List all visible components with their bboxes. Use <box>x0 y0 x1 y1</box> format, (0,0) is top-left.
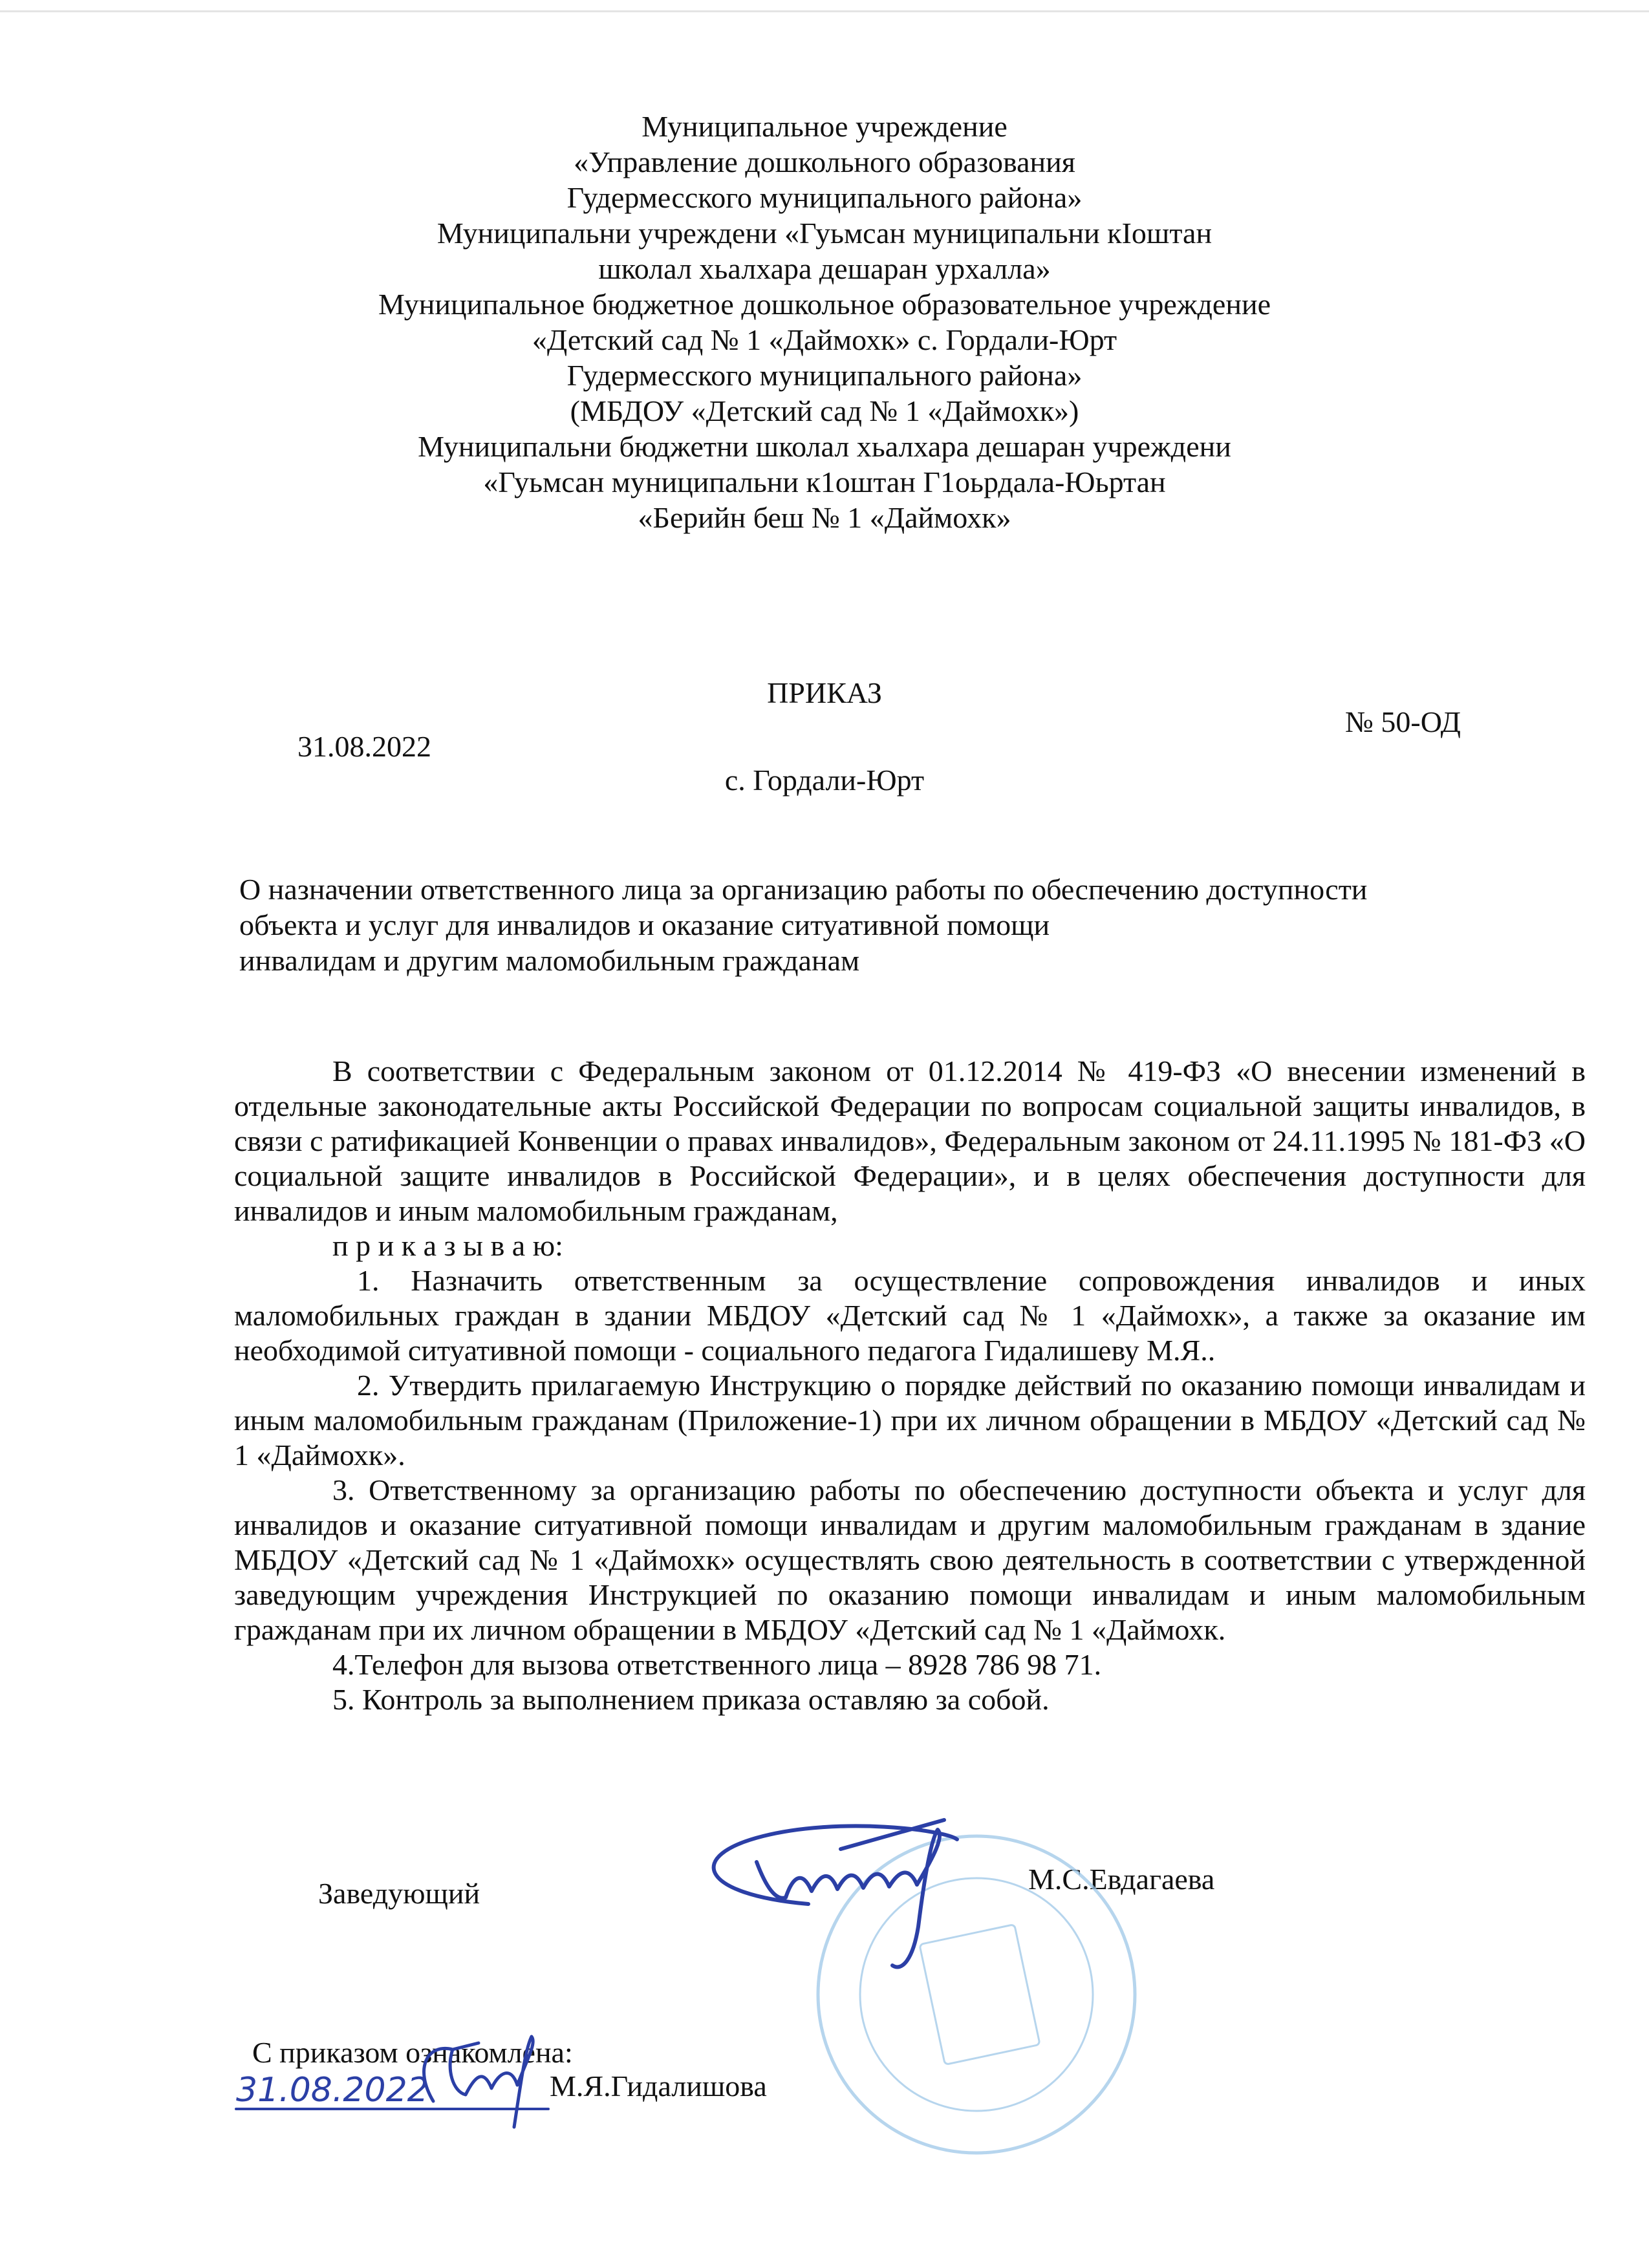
handwritten-date: 31.08.2022 <box>236 2071 429 2110</box>
order-item: 2. Утвердить прилагаемую Инструкцию о порядке действий по оказанию помощи инвалидам и иным маломобильным гражданам (Приложение-1) при их личном обращении в МБДОУ «Детский сад № 1 «Даймохк». <box>234 1369 1586 1471</box>
order-word: п р и к а з ы в а ю: <box>332 1229 563 1262</box>
letterhead-line: «Управление дошкольного образования <box>574 145 1075 178</box>
acknowledgement-label: С приказом ознакомлена: <box>252 2036 573 2069</box>
order-date: 31.08.2022 <box>297 730 431 763</box>
order-title: ПРИКАЗ <box>767 676 882 709</box>
letterhead-line: «Детский сад № 1 «Даймохк» с. Гордали-Юрт <box>532 323 1117 356</box>
letterhead-line: Муниципальное бюджетное дошкольное образовательное учреждение <box>378 288 1271 321</box>
order-item: 3. Ответственному за организацию работы по обеспечению доступности объекта и услуг для инвалидов и оказание ситуативной помощи инвалидам и другим маломобильным гражданам в здание МБДОУ «Детский сад № 1 «Даймохк» осуществлять свою деятельность в соответствии с утвержденной заведующим учреждения Инструкцией по оказанию помощи инвалидам и иным маломобильным гражданам при их личном обращении в МБДОУ «Детский сад № 1 «Даймохк. <box>234 1473 1586 1646</box>
order-item: 4.Телефон для вызова ответственного лица – 8928 786 98 71. <box>332 1648 1102 1681</box>
order-item: 1. Назначить ответственным за осуществление сопровождения инвалидов и иных маломобильных граждан в здании МБДОУ «Детский сад № 1 «Даймохк», а также за оказание им необходимой ситуативной помощи - социального педагога Гидалишеву М.Я.. <box>234 1264 1586 1367</box>
letterhead-line: Муниципальное учреждение <box>641 110 1008 143</box>
order-item: 5. Контроль за выполнением приказа оставляю за собой. <box>332 1683 1050 1716</box>
letterhead-line: (МБДОУ «Детский сад № 1 «Даймохк») <box>570 394 1079 427</box>
letterhead-line: «Гуьмсан муниципальни к1оштан Г1оьрдала-Юьртан <box>483 465 1166 498</box>
letterhead-line: Гудермесского муниципального района» <box>566 181 1083 214</box>
letterhead-line: школал хьалхара дешаран урхалла» <box>598 252 1051 285</box>
subject-line: инвалидам и другим маломобильным гражданам <box>239 944 860 977</box>
letterhead-line: Гудермесского муниципального района» <box>566 359 1083 392</box>
order-number: № 50-ОД <box>1345 705 1461 738</box>
order-place: с. Гордали-Юрт <box>724 764 925 797</box>
signatory-name: М.С.Евдагаева <box>1028 1863 1215 1896</box>
letterhead-line: «Берийн беш № 1 «Даймохк» <box>638 501 1011 534</box>
preamble-paragraph: В соответствии с Федеральным законом от 01.12.2014 № 419-ФЗ «О внесении изменений в отдельные законодательные акты Российской Федерации по вопросам социальной защиты инвалидов, в связи с ратификацией Конвенции о правах инвалидов», Федеральным законом от 24.11.1995 № 181-ФЗ «О социальной защите инвалидов в Российской Федерации», и в целях обеспечения доступности для инвалидов и иным маломобильным гражданам, <box>234 1054 1586 1227</box>
subject-line: О назначении ответственного лица за организацию работы по обеспечению доступности <box>239 873 1368 906</box>
letterhead-line: Муниципальни бюджетни школал хьалхара дешаран учреждени <box>418 430 1231 463</box>
acknowledgement-name: М.Я.Гидалишова <box>550 2070 767 2102</box>
signatory-role: Заведующий <box>318 1877 480 1910</box>
letterhead-line: Муниципальни учреждени «Гуьмсан муниципальни кIоштан <box>436 217 1212 250</box>
subject-line: объекта и услуг для инвалидов и оказание ситуативной помощи <box>239 908 1050 941</box>
